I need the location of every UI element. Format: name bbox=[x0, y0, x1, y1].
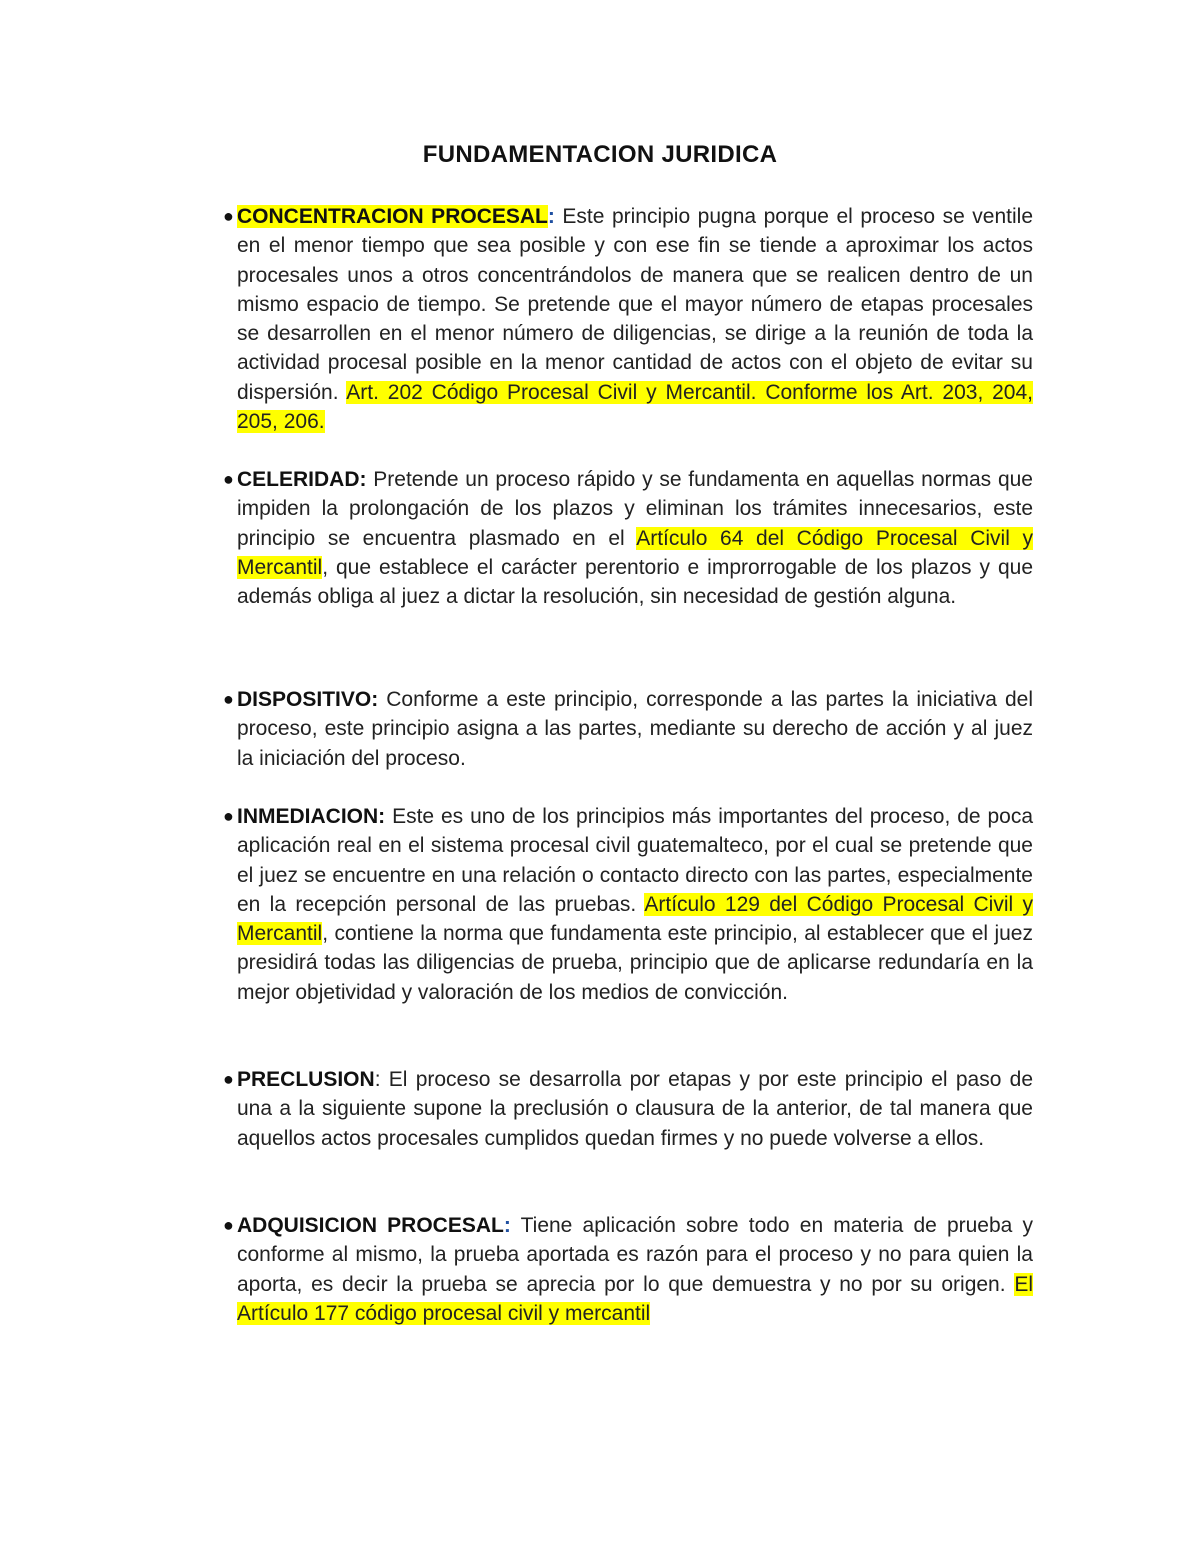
bullet-icon: ● bbox=[223, 1215, 234, 1235]
item-text-after: , contiene la norma que fundamenta este principio, al establecer que el juez presidirá todas las diligencias de prueba, principio que de aplicarse redundaría en la mejor objetividad y valoración de los medios de convicción. bbox=[237, 922, 1033, 1004]
item-text-after: , que establece el carácter perentorio e improrrogable de los plazos y que además obliga al juez a dictar la resolución, sin necesidad de gestión alguna. bbox=[237, 555, 1033, 609]
item-colon: : bbox=[503, 1214, 511, 1237]
item-text: Este es uno de los principios más importantes del proceso, de poca aplicación real en el sistema procesal civil guatemalteco, por el cual se pretende que el juez se encuentre en una relación o contacto directo con las partes, especialmente en la recepción personal de las pruebas. bbox=[237, 805, 1033, 916]
item-colon: : bbox=[547, 205, 555, 228]
document-title: FUNDAMENTACION JURIDICA bbox=[422, 141, 778, 168]
bullet-icon: ● bbox=[223, 689, 234, 709]
list-item-preclusion bbox=[223, 1065, 1033, 1153]
item-text: Pretende un proceso rápido y se fundamenta en aquellas normas que impiden la prolongación de los plazos y eliminan los trámites innecesarios, este principio se encuentra plasmado en el bbox=[237, 468, 1033, 550]
item-term: ADQUISICION PROCESAL bbox=[237, 1214, 504, 1237]
item-term: CELERIDAD: bbox=[237, 468, 367, 491]
item-highlight: Art. 202 Código Procesal Civil y Mercantil. Conforme los Art. 203, 204, 205, 206. bbox=[237, 380, 1034, 434]
bullet-icon: ● bbox=[223, 806, 234, 826]
item-term: CONCENTRACION PROCESAL bbox=[237, 205, 548, 228]
item-text: Tiene aplicación sobre todo en materia de prueba y conforme al mismo, la prueba aportada es razón para el proceso y no para quien la aporta, es decir la prueba se aprecia por lo que demuestra y no por su origen. bbox=[237, 1214, 1033, 1296]
list-item-celeridad bbox=[223, 465, 1033, 611]
item-term: DISPOSITIVO: bbox=[237, 688, 379, 711]
list-item-dispositivo bbox=[223, 685, 1033, 773]
item-highlight: Artículo 129 del Código Procesal Civil y Mercantil bbox=[237, 892, 1033, 946]
list-item-adquisicion-procesal bbox=[223, 1211, 1033, 1328]
item-text: : El proceso se desarrolla por etapas y por este principio el paso de una a la siguiente supone la preclusión o clausura de la anterior, de tal manera que aquellos actos procesales cumplidos quedan firmes y no puede volverse a ellos. bbox=[237, 1068, 1033, 1150]
item-text: Este principio pugna porque el proceso se ventile en el menor tiempo que sea posible y con ese fin se tiende a aproximar los actos procesales unos a otros concentrándolos de manera que se realicen dentro de un mismo espacio de tiempo. Se pretende que el mayor número de etapas procesales se desarrollen en el menor número de diligencias, se dirige a la reunión de toda la actividad procesal posible en la menor cantidad de actos con el objeto de evitar su dispersión. bbox=[237, 205, 1033, 404]
bullet-icon: ● bbox=[223, 469, 234, 489]
item-text: Conforme a este principio, corresponde a las partes la iniciativa del proceso, este principio asigna a las partes, mediante su derecho de acción y al juez la iniciación del proceso. bbox=[237, 688, 1033, 770]
list-item-inmediacion bbox=[223, 802, 1033, 1007]
bullet-icon: ● bbox=[223, 1069, 234, 1089]
list-item-concentracion-procesal bbox=[223, 202, 1034, 436]
item-highlight: El Artículo 177 código procesal civil y mercantil bbox=[237, 1272, 1033, 1325]
item-highlight: Artículo 64 del Código Procesal Civil y Mercantil bbox=[237, 526, 1033, 579]
item-term: PRECLUSION bbox=[237, 1068, 375, 1091]
bullet-icon: ● bbox=[223, 206, 234, 226]
item-term: INMEDIACION: bbox=[237, 805, 386, 828]
